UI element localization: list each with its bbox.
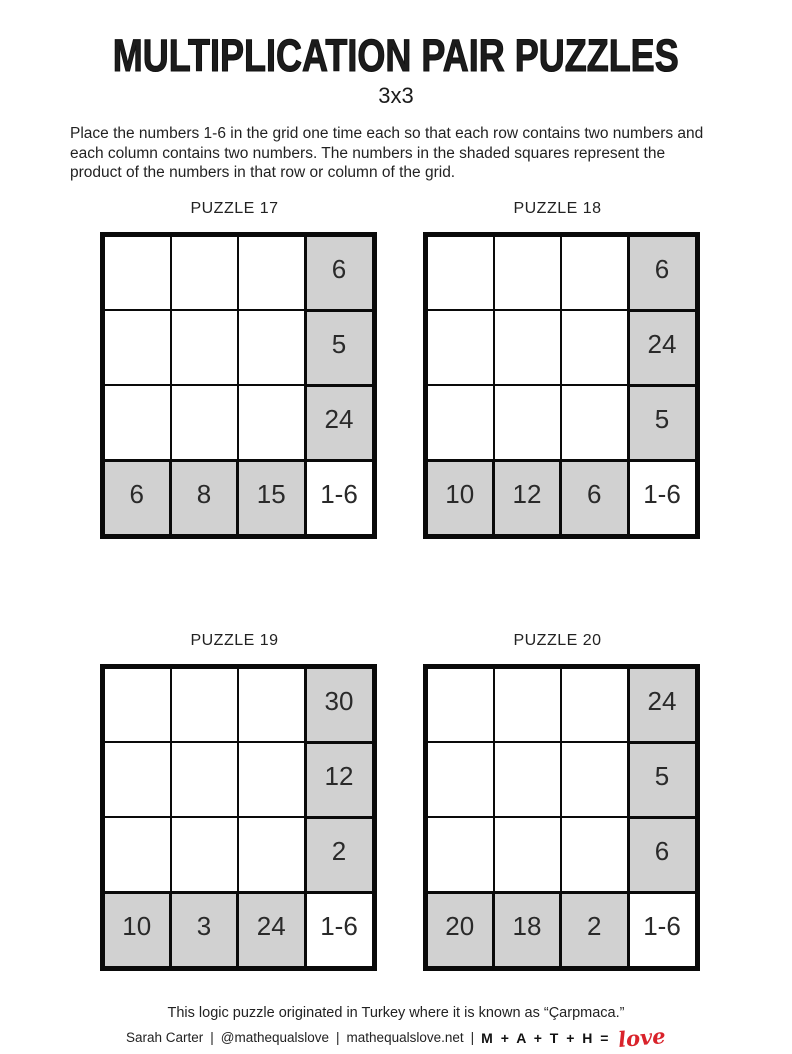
col-product-cell: 20 [425,892,494,968]
empty-cell [561,817,629,892]
empty-cell [425,817,494,892]
col-product-cell: 3 [171,892,238,968]
page-title-text: MULTIPLICATION PAIR PUZZLES [113,30,679,81]
puzzle-grid [100,232,377,539]
row-product-cell: 5 [305,310,374,385]
love-script-logo: love [617,1022,667,1052]
puzzle-block-17 [100,199,370,539]
row-product-cell: 6 [305,234,374,310]
instructions-line-3: product of the numbers in that row or column of the grid. [70,164,456,181]
row-product-cell: 5 [628,385,697,460]
empty-cell [494,385,561,460]
origin-note: This logic puzzle originated in Turkey where it is known as “Çarpmaca.” [167,1004,625,1021]
row-product-cell: 6 [628,817,697,892]
col-product-cell: 24 [238,892,306,968]
empty-cell [561,742,629,817]
puzzle-label: PUZZLE 20 [513,631,602,649]
empty-cell [561,234,629,310]
empty-cell [425,742,494,817]
empty-cell [238,742,306,817]
range-cell: 1-6 [305,460,374,536]
col-product-cell: 8 [171,460,238,536]
col-product-cell: 10 [102,892,171,968]
empty-cell [102,310,171,385]
puzzle-section [0,199,792,971]
empty-cell [171,234,238,310]
empty-cell [561,666,629,742]
row-product-cell: 24 [628,310,697,385]
empty-cell [494,742,561,817]
worksheet-page [0,30,792,1054]
empty-cell [102,742,171,817]
empty-cell [425,234,494,310]
puzzle-grid [423,664,700,971]
instructions-line-1: Place the numbers 1-6 in the grid one time each so that each row contains two numbers and [70,125,704,142]
empty-cell [171,817,238,892]
puzzle-block-19 [100,631,370,971]
empty-cell [561,385,629,460]
row-product-cell: 24 [628,666,697,742]
range-cell: 1-6 [628,892,697,968]
empty-cell [425,385,494,460]
range-cell: 1-6 [628,460,697,536]
col-product-cell: 2 [561,892,629,968]
empty-cell [238,234,306,310]
empty-cell [561,310,629,385]
puzzle-block-20 [423,631,693,971]
col-product-cell: 6 [561,460,629,536]
col-product-cell: 15 [238,460,306,536]
puzzle-label: PUZZLE 19 [190,631,279,649]
credit-line [0,1022,792,1052]
empty-cell [238,817,306,892]
row-product-cell: 12 [305,742,374,817]
empty-cell [102,817,171,892]
puzzle-grid [423,232,700,539]
puzzle-label: PUZZLE 17 [190,199,279,217]
empty-cell [102,666,171,742]
empty-cell [425,666,494,742]
credit-name: Sarah Carter [125,1030,204,1045]
empty-cell [494,817,561,892]
empty-cell [494,310,561,385]
empty-cell [494,234,561,310]
puzzle-label: PUZZLE 18 [513,199,602,217]
page-subtitle: 3x3 [378,83,414,108]
instructions [70,124,732,183]
empty-cell [238,310,306,385]
credit-handle: @mathequalslove [220,1030,330,1045]
row-product-cell: 24 [305,385,374,460]
col-product-cell: 6 [102,460,171,536]
empty-cell [238,666,306,742]
row-product-cell: 5 [628,742,697,817]
puzzle-block-18 [423,199,693,539]
credit-site: mathequalslove.net [346,1030,464,1045]
empty-cell [171,666,238,742]
row-product-cell: 2 [305,817,374,892]
instructions-line-2: each column contains two numbers. The numbers in the shaded squares represent the [70,144,666,162]
empty-cell [171,742,238,817]
empty-cell [494,666,561,742]
credit-separator: | [336,1030,340,1045]
puzzle-grid [100,664,377,971]
col-product-cell: 10 [425,460,494,536]
row-product-cell: 30 [305,666,374,742]
empty-cell [238,385,306,460]
row-product-cell: 6 [628,234,697,310]
range-cell: 1-6 [305,892,374,968]
empty-cell [171,385,238,460]
col-product-cell: 12 [494,460,561,536]
credit-separator: | [470,1030,475,1045]
empty-cell [171,310,238,385]
col-product-cell: 18 [494,892,561,968]
empty-cell [102,234,171,310]
math-equals-logo: M + A + T + H = [481,1029,611,1046]
credit-separator: | [210,1030,214,1045]
page-title [0,30,792,82]
empty-cell [425,310,494,385]
empty-cell [102,385,171,460]
